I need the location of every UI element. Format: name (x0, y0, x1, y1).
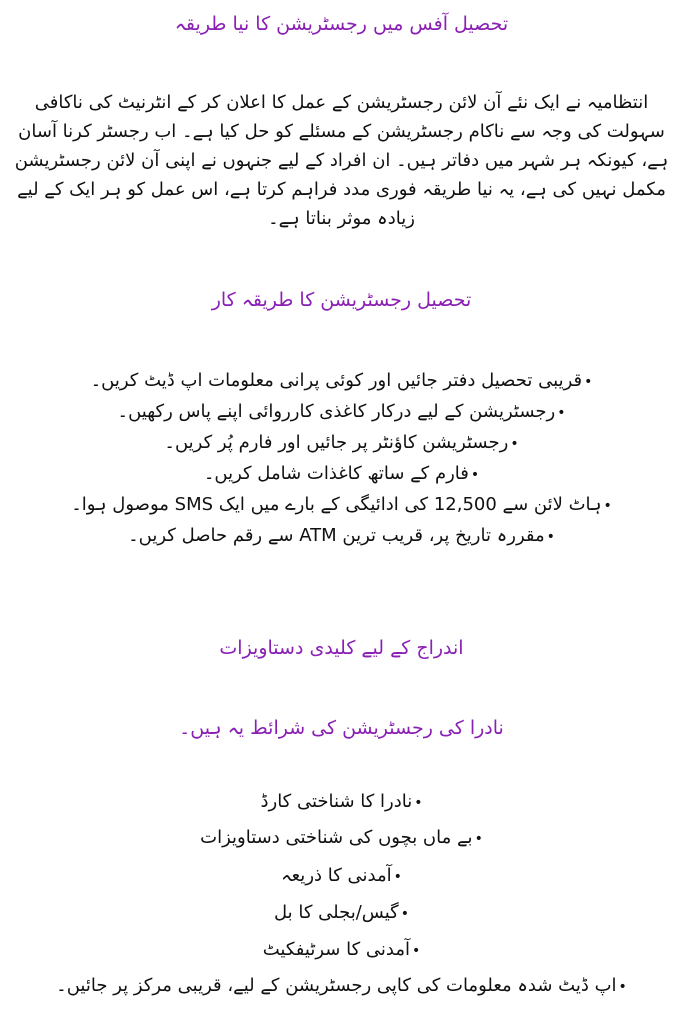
intro-paragraph: انتظامیہ نے ایک نئے آن لائن رجسٹریشن کے عمل کا اعلان کر کے انٹرنیٹ کی ناکافی سہولت کی وجہ سے ناکام رجسٹریشن کے مسئلے کو حل کیا ہے۔ اب رجسٹر کرنا آسان ہے، کیونکہ ہر شہر میں دفاتر ہیں۔ ان افراد کے لیے جنہوں نے اپنی آن لائن رجسٹریشن مکمل نہیں کی ہے، یہ نیا طریقہ فوری مدد فراہم کرتا ہے، اس عمل کو ہر ایک کے لیے زیادہ موثر بناتا ہے۔ (14, 92, 669, 229)
list-item (0, 366, 683, 397)
bullet-icon: • (474, 831, 483, 847)
list-item (0, 969, 683, 1004)
page-title: تحصیل آفس میں رجسٹریشن کا نیا طریقہ (174, 13, 509, 35)
list-item (0, 895, 683, 932)
list-item-text: گیس/بجلی کا بل (273, 902, 399, 923)
list-item-text: آمدنی کا ذریعہ (281, 865, 392, 886)
bullet-icon: • (393, 869, 402, 885)
list-item-text: آمدنی کا سرٹیفکیٹ (262, 939, 410, 960)
list-item-text: رجسٹریشن کے لیے درکار کاغذی کارروائی اپنے پاس رکھیں۔ (117, 401, 556, 422)
list-item (0, 819, 683, 858)
bullet-icon: • (510, 436, 519, 452)
list-item (0, 932, 683, 969)
list-item (0, 459, 683, 490)
conditions-list (0, 786, 683, 1004)
method-heading: تحصیل رجسٹریشن کا طریقہ کار (211, 289, 472, 311)
list-item (0, 490, 683, 521)
list-item-text: ہاٹ لائن سے 12,500 کی ادائیگی کے بارے میں ایک SMS موصول ہوا۔ (71, 494, 602, 515)
bullet-icon: • (603, 498, 612, 514)
list-item (0, 397, 683, 428)
bullet-icon: • (470, 467, 480, 483)
list-item-text: مقررہ تاریخ پر، قریب ترین ATM سے رقم حاصل کریں۔ (128, 525, 545, 546)
list-item (0, 786, 683, 819)
bullet-icon: • (400, 906, 409, 922)
list-item (0, 521, 683, 552)
bullet-icon: • (584, 374, 593, 390)
list-item-text: فارم کے ساتھ کاغذات شامل کریں۔ (203, 463, 469, 484)
bullet-icon: • (618, 979, 627, 995)
documents-heading: اندراج کے لیے کلیدی دستاویزات (219, 637, 464, 659)
bullet-icon: • (557, 405, 566, 421)
list-item-text: بے ماں بچوں کی شناختی دستاویزات (200, 827, 473, 848)
list-item (0, 428, 683, 459)
list-item (0, 858, 683, 895)
list-item-text: نادرا کا شناختی کارڈ (260, 791, 413, 812)
bullet-icon: • (414, 795, 423, 811)
method-steps-list (0, 366, 683, 552)
list-item-text: رجسٹریشن کاؤنٹر پر جائیں اور فارم پُر کریں۔ (164, 432, 509, 453)
conditions-heading: نادرا کی رجسٹریشن کی شرائط یہ ہیں۔ (179, 717, 504, 739)
bullet-icon: • (546, 529, 555, 545)
bullet-icon: • (411, 943, 421, 959)
list-item-text: قریبی تحصیل دفتر جائیں اور کوئی پرانی معلومات اپ ڈیٹ کریں۔ (90, 370, 583, 391)
list-item-text: اپ ڈیٹ شدہ معلومات کی کاپی رجسٹریشن کے لیے، قریبی مرکز پر جائیں۔ (56, 975, 617, 996)
